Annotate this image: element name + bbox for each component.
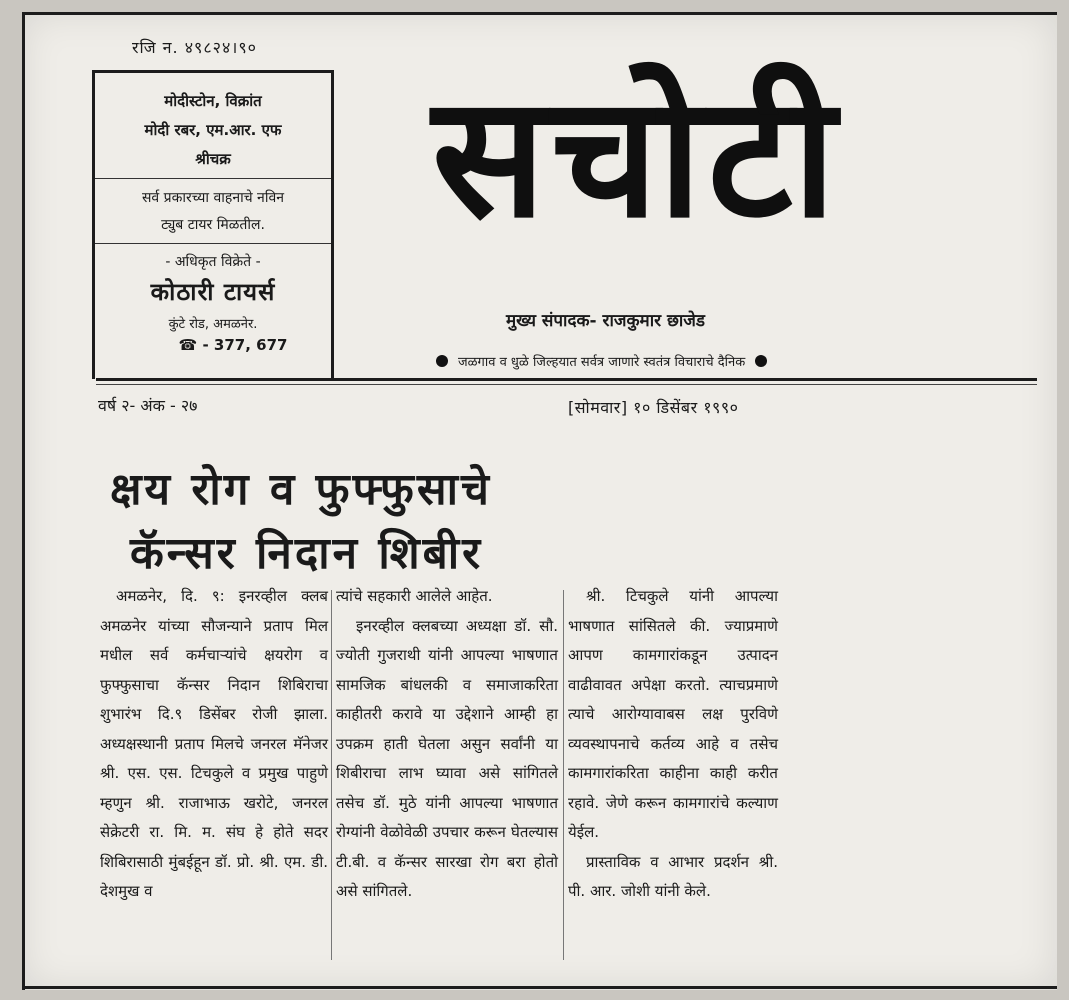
ad-address: कुंटे रोड, अमळनेर. bbox=[168, 317, 258, 332]
page-border-left bbox=[22, 12, 25, 990]
article-paragraph: प्रास्ताविक व आभार प्रदर्शन श्री. पी. आर. जोशी यांनी केले. bbox=[568, 852, 778, 900]
ad-dealer-tag: - अधिकृत विक्रेते - bbox=[165, 254, 261, 270]
bullet-icon bbox=[436, 355, 448, 367]
tagline-text: जळगाव व धुळे जिल्हयात सर्वत्र जाणारे स्वतंत्र विचाराचे दैनिक bbox=[458, 355, 746, 370]
column-divider bbox=[563, 590, 564, 960]
ad-brands bbox=[95, 73, 331, 179]
article-paragraph: इनरव्हील क्लबच्या अध्यक्षा डॉ. सौ. ज्योती गुजराथी यांनी आपल्या भाषणात सामजिक बांधलकी व समाजाकरिता काहीतरी करावे या उद्देशाने आम्ही हा उपक्रम हाती घेतला असुन सर्वांनी या शिबीराचा लाभ घ्यावा असे सांगितले तसेच डॉ. मुठे यांनी आपल्या भाषणात रोग्यांनी वेळोवेळी उपचार करून घेतल्यास टी.बी. व कॅन्सर सारखा रोग बरा होतो असे सांगितले. bbox=[336, 616, 558, 900]
ad-phone: ☎ - 377, 677 bbox=[178, 336, 288, 354]
ad-description bbox=[95, 179, 331, 244]
headline-line: कॅन्सर निदान शिबीर bbox=[130, 528, 484, 579]
article-column-3 bbox=[568, 582, 778, 907]
editor-line: मुख्य संपादक- राजकुमार छाजेड bbox=[506, 311, 705, 331]
article-column-2 bbox=[336, 582, 558, 907]
page-border-bottom bbox=[22, 986, 1057, 989]
issue-number: वर्ष २- अंक - २७ bbox=[98, 396, 198, 415]
header-divider-thin bbox=[96, 384, 1037, 385]
article-paragraph: श्री. टिचकुले यांनी आपल्या भाषणात सांसितले की. ज्याप्रमाणे आपण कामगारांकडून उत्पादन वाढीवावत अपेक्षा करतो. त्याचप्रमाणे त्याचे आरोग्यावाबस लक्ष पुरविणे व्यवस्थापनाचे कर्तव्य आहे व तसेच कामगारांकरिता काहीना काही करीत रहावे. जेणे करून कामगारांचे कल्याण येईल. bbox=[568, 587, 778, 841]
newspaper-masthead: सचोटी bbox=[432, 57, 842, 255]
article-column-1: अमळनेर, दि. ९: इनरव्हील क्लब अमळनेर यांच्या सौजन्याने प्रताप मिल मधील सर्व कर्मचाऱ्यांचे क्षयरोग व फुफ्फुसाचा कॅन्सर निदान शिबिराचा शुभारंभ दि.९ डिसेंबर रोजी झाला. अध्यक्षस्थानी प्रताप मिलचे जनरल मॅनेजर श्री. एस. एस. टिचकुले व प्रमुख पाहुणे म्हणुन श्री. राजाभाऊ खरोटे, जनरल सेक्रेटरी रा. मि. म. संघ हे होते सदर शिबिरासाठी मुंबईहून डॉ. प्रो. श्री. एम. डी. देशमुख व bbox=[100, 587, 328, 900]
ad-description-line: ट्युब टायर मिळतील. bbox=[161, 217, 265, 233]
ad-description-line: सर्व प्रकारच्या वाहनाचे नविन bbox=[141, 190, 285, 206]
column-divider bbox=[331, 590, 332, 960]
ad-dealer-name: कोठारी टायर्स bbox=[150, 278, 276, 306]
bullet-icon bbox=[755, 355, 767, 367]
ad-brands-line: मोदी रबर, एम.आर. एफ bbox=[144, 121, 282, 139]
ad-brands-line: श्रीचक्र bbox=[195, 150, 231, 168]
article-headline bbox=[110, 458, 610, 586]
tagline bbox=[436, 352, 996, 370]
registration-number: रजि न. ४९८२४।९० bbox=[132, 38, 258, 57]
tyre-shop-advertisement bbox=[92, 70, 334, 379]
issue-date: [सोमवार] १० डिसेंबर १९९० bbox=[568, 398, 739, 417]
page-border-top bbox=[22, 12, 1057, 15]
headline-line: क्षय रोग व फुफ्फुसाचे bbox=[110, 464, 492, 515]
header-divider bbox=[96, 378, 1037, 381]
article-paragraph: त्यांचे सहकारी आलेले आहेत. bbox=[336, 587, 493, 605]
ad-brands-line: मोदीस्टोन, विक्रांत bbox=[164, 92, 262, 110]
